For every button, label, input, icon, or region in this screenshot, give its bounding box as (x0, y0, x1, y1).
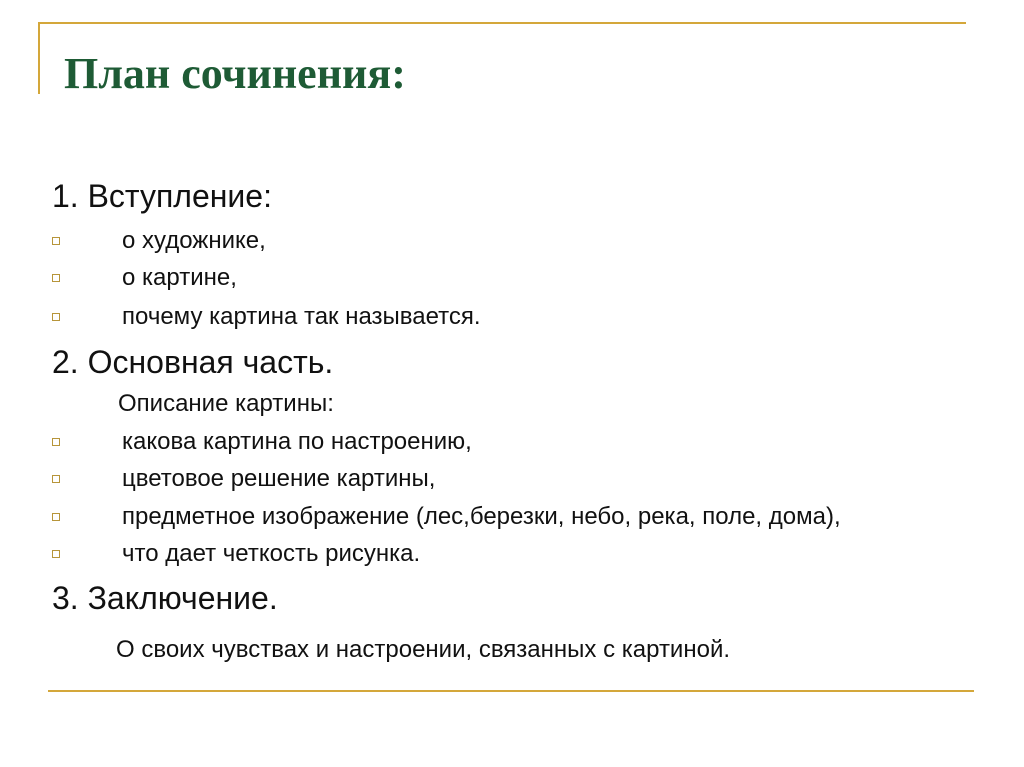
list-item-text: о художнике, (122, 227, 266, 254)
section-heading-main: 2. Основная часть. (52, 344, 334, 380)
list-item-text: предметное изображение (лес,березки, небо, река, поле, дома), (122, 503, 841, 530)
section-subheading: Описание картины: (118, 390, 334, 417)
list-item-text: цветовое решение картины, (122, 465, 436, 492)
list-item-text: что дает четкость рисунка. (122, 540, 421, 567)
section-heading-conclusion: 3. Заключение. (52, 580, 278, 616)
square-bullet-icon (52, 313, 60, 321)
slide-title: План сочинения: (64, 49, 406, 98)
bottom-border-line (48, 690, 974, 692)
conclusion-text: О своих чувствах и настроении, связанных с картиной. (116, 636, 731, 663)
square-bullet-icon (52, 237, 60, 245)
left-border-line (38, 22, 40, 94)
list-item-text: о картине, (122, 264, 237, 291)
square-bullet-icon (52, 438, 60, 446)
square-bullet-icon (52, 550, 60, 558)
list-item-text: какова картина по настроению, (122, 428, 472, 455)
top-border-line (38, 22, 966, 24)
square-bullet-icon (52, 513, 60, 521)
square-bullet-icon (52, 274, 60, 282)
square-bullet-icon (52, 475, 60, 483)
section-heading-intro: 1. Вступление: (52, 178, 272, 214)
list-item-text: почему картина так называется. (122, 303, 481, 330)
